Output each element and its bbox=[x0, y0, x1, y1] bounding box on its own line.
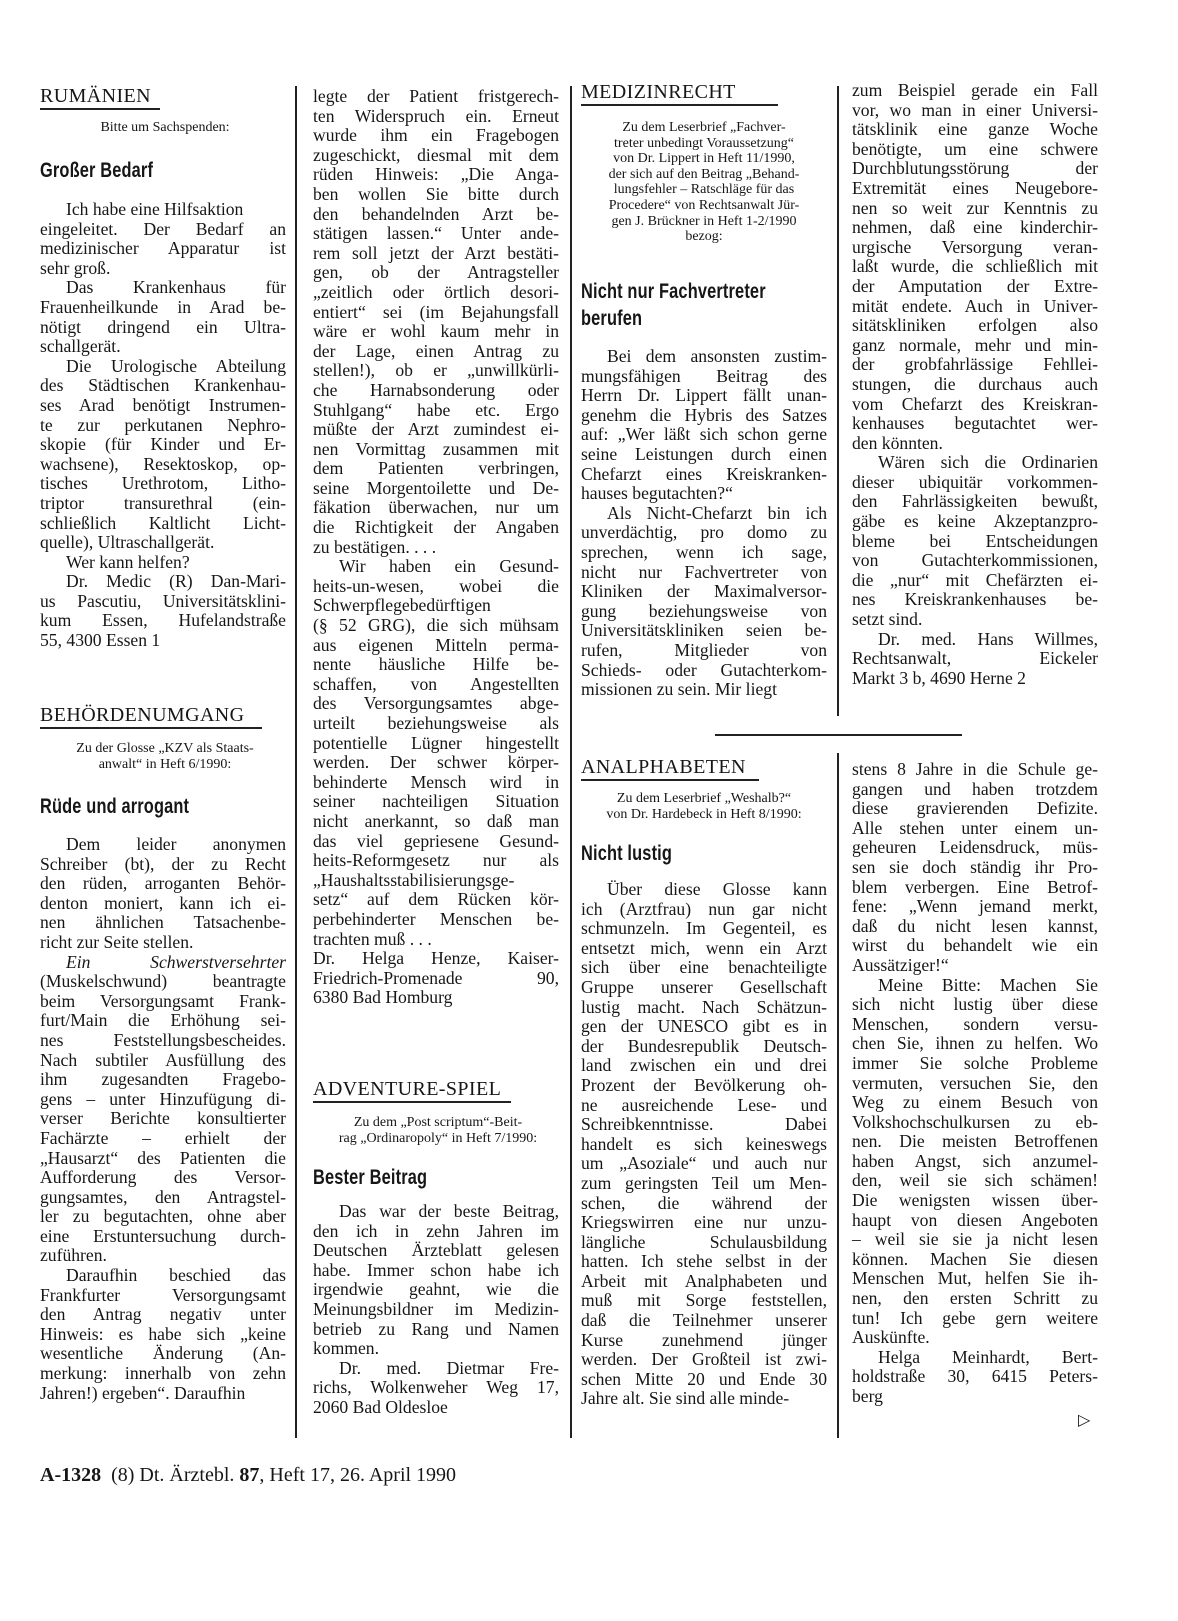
text-line: immer Sie solche Probleme bbox=[852, 1052, 1098, 1073]
text-line: Fachärzte – erhielt der bbox=[40, 1127, 286, 1148]
text-line: Prozent der Bevölkerung oh- bbox=[581, 1074, 827, 1095]
text-line: ihm zugesandten Fragebo- bbox=[40, 1069, 286, 1090]
text-line: denton moniert, kann ich ei- bbox=[40, 892, 286, 913]
text-line: che Harnabsonderung oder bbox=[313, 379, 559, 400]
text-line: irgendwie geahnt, wie die bbox=[313, 1279, 559, 1300]
text-line: Über diese Glosse kann bbox=[607, 879, 827, 899]
text-line: potentielle Lügner hingestellt bbox=[313, 732, 559, 753]
text-line: Schreiber (bt), der zu Recht bbox=[40, 853, 286, 874]
section-title-adventure: ADVENTURE-SPIEL bbox=[313, 1078, 502, 1100]
text-line: wachsene), Resektoskop, op- bbox=[40, 453, 286, 474]
text-line: schen, die während der bbox=[581, 1192, 827, 1213]
text-line: heits-un-wesen, wobei die bbox=[313, 575, 559, 596]
text-line: Daraufhin beschied das bbox=[66, 1265, 286, 1286]
text-line: setz“ auf dem Rücken kör- bbox=[313, 889, 559, 910]
text-line: eingeleitet. Der Bedarf an bbox=[40, 218, 286, 239]
text-line: um „Asoziale“ und auch nur bbox=[581, 1153, 827, 1174]
text-line: stungen, die durchaus auch bbox=[852, 373, 1098, 394]
text-line: nen. Die meisten Betroffenen bbox=[852, 1131, 1098, 1152]
text-line: Gruppe unserer Gesellschaft bbox=[581, 976, 827, 997]
text-line: Wären sich die Ordinarien bbox=[878, 452, 1098, 473]
text-line: quelle), Ultraschallgerät. bbox=[40, 532, 215, 553]
article-headline-line-1: Nicht nur Fachvertreter bbox=[581, 280, 766, 303]
section-title-medizinrecht: MEDIZINRECHT bbox=[581, 81, 736, 103]
text-line: stens 8 Jahre in die Schule ge- bbox=[852, 759, 1098, 779]
text-line: genehm die Hybris des Satzes bbox=[581, 404, 827, 425]
text-line: der Bundesrepublik Deutsch- bbox=[581, 1035, 827, 1056]
text-line: nötigt dringend ein Ultra- bbox=[40, 316, 286, 337]
text-line: behinderte Mensch wird in bbox=[313, 771, 559, 792]
issue-date: , Heft 17, 26. April 1990 bbox=[259, 1464, 457, 1486]
article-headline: Rüde und arrogant bbox=[40, 795, 190, 818]
text-line: wirst du behandelt wie ein bbox=[852, 935, 1098, 956]
text-line: Aufforderung des Versor- bbox=[40, 1167, 286, 1188]
text-line: missionen zu sein. Mir liegt bbox=[581, 679, 777, 700]
section-underline bbox=[40, 727, 262, 729]
text-line: bezog: bbox=[685, 229, 723, 245]
text-line: sen sie doch ständig ihr Pro- bbox=[852, 856, 1098, 877]
text-line: medizinischer Apparatur ist bbox=[40, 238, 286, 259]
text-line: Friedrich-Promenade 90, bbox=[313, 967, 559, 988]
text-line: perbehinderter Menschen be- bbox=[313, 908, 559, 929]
text-line: eine Erstuntersuchung durch- bbox=[40, 1225, 286, 1246]
text-line: von Gutachterkommissionen, bbox=[852, 550, 1098, 571]
text-line: legte der Patient fristgerech- bbox=[313, 86, 559, 106]
section-title-behoerdenumgang: BEHÖRDENUMGANG bbox=[40, 704, 245, 726]
column-rule-1 bbox=[295, 86, 297, 1438]
text-line: Schwerpflegebedürftigen bbox=[313, 595, 491, 616]
text-line: Kurse zunehmend jünger bbox=[581, 1329, 827, 1350]
article-intro bbox=[40, 741, 290, 772]
text-line: gen der UNESCO gibt es in bbox=[581, 1016, 827, 1037]
text-line: Meine Bitte: Machen Sie bbox=[878, 974, 1098, 995]
text-line: laßt wurde, die schließlich mit bbox=[852, 256, 1098, 277]
text-line: der sich auf den Beitrag „Behand- bbox=[608, 166, 800, 182]
text-line: entsetzt mich, wenn ein Arzt bbox=[581, 937, 827, 958]
page-footer bbox=[40, 1464, 456, 1487]
journal-citation: (8) Dt. Ärztebl. bbox=[111, 1464, 235, 1486]
text-line: seine Leistungen durch einen bbox=[581, 443, 827, 464]
text-line: stätigen lassen.“ Unter ande- bbox=[313, 223, 559, 244]
text-line: müßte der Arzt zumindest ei- bbox=[313, 419, 559, 440]
text-line: Als Nicht-Chefarzt bin ich bbox=[607, 502, 827, 523]
text-line: Frauenheilkunde in Arad be- bbox=[40, 296, 286, 317]
text-line: richt zur Seite stellen. bbox=[40, 931, 194, 952]
text-line: nente häusliche Hilfe be- bbox=[313, 654, 559, 675]
text-line: rem soll jetzt der Arzt bestäti- bbox=[313, 242, 559, 263]
text-line: (§ 52 GRG), die sich mühsam bbox=[313, 615, 559, 636]
text-line: Markt 3 b, 4690 Herne 2 bbox=[852, 667, 1026, 688]
text-line: ne ausreichende Lese- und bbox=[581, 1094, 827, 1115]
text-line: benötigte, um eine schwere bbox=[852, 138, 1098, 159]
text-line: sitätskliniken erfolgen also bbox=[852, 315, 1098, 336]
text-line: Weg zu einem Besuch von bbox=[852, 1092, 1098, 1113]
text-line: merkung: innerhalb von zehn bbox=[40, 1363, 286, 1384]
text-line: Chefarzt eines Kreiskranken- bbox=[581, 463, 827, 484]
text-line: te zur perkutanen Nephro- bbox=[40, 414, 286, 435]
text-line: „zeitlich oder örtlich desori- bbox=[313, 281, 559, 302]
text-line: nen Vormittag zusammen mit bbox=[313, 438, 559, 459]
text-line: lungsfehler – Ratschläge für das bbox=[613, 182, 795, 198]
text-line: Schieds- oder Gutachterkom- bbox=[581, 659, 827, 680]
text-line: entiert“ sei (im Bejahungsfall bbox=[313, 301, 559, 322]
text-line: wesentliche Änderung (An- bbox=[40, 1343, 286, 1364]
article-body bbox=[40, 835, 286, 1403]
article-body bbox=[313, 1202, 559, 1418]
text-line: daß du nicht lesen kannst, bbox=[852, 915, 1098, 936]
text-line: den, weil sie sich schämen! bbox=[852, 1170, 1098, 1191]
article-intro bbox=[313, 1115, 563, 1146]
text-line: ich (Arztfrau) nun gar nicht bbox=[581, 898, 827, 919]
article-body bbox=[40, 200, 286, 651]
text-line: kenhauses begutachtet wer- bbox=[852, 413, 1098, 434]
text-line: sich nicht lustig über diese bbox=[852, 994, 1098, 1015]
text-line: Universitätskliniken seien be- bbox=[581, 620, 827, 641]
text-line: skopie (für Kinder und Er- bbox=[40, 434, 286, 455]
text-line: Bitte um Sachspenden: bbox=[100, 120, 230, 135]
article-intro bbox=[40, 120, 290, 136]
text-line: tun! Ich gebe gern weitere bbox=[852, 1307, 1098, 1328]
article-body-continued bbox=[313, 87, 559, 1008]
text-line: Helga Meinhardt, Bert- bbox=[878, 1346, 1098, 1367]
text-line: (Muskelschwund) beantragte bbox=[40, 971, 286, 992]
volume-number: 87 bbox=[239, 1464, 260, 1486]
text-line: Ein Schwerstversehrter bbox=[66, 951, 286, 972]
text-line: 2060 Bad Oldesloe bbox=[313, 1396, 448, 1417]
text-line: sprechen, wenn ich sage, bbox=[581, 541, 827, 562]
article-intro bbox=[581, 791, 827, 822]
column-rule-4 bbox=[837, 753, 839, 1438]
article-body-continued bbox=[852, 760, 1098, 1407]
text-line: gen J. Brückner in Heft 1-2/1990 bbox=[611, 213, 797, 229]
text-line: betrieb zu Rang und Namen bbox=[313, 1318, 559, 1339]
section-underline bbox=[40, 108, 160, 110]
text-line: treter unbedingt Voraussetzung“ bbox=[614, 135, 794, 151]
article-headline: Bester Beitrag bbox=[313, 1166, 428, 1189]
text-line: unverdächtig, pro domo zu bbox=[581, 522, 827, 543]
text-line: mität endete. Auch in Univer- bbox=[852, 295, 1098, 316]
text-line: dem Patienten verbringen, bbox=[313, 458, 559, 479]
text-line: heits-Reformgesetz nur als bbox=[313, 850, 559, 871]
text-line: bleme bei Entscheidungen bbox=[852, 530, 1098, 551]
text-line: zugeschickt, diesmal mit dem bbox=[313, 144, 559, 165]
text-line: der Lage, einen Antrag zu bbox=[313, 340, 559, 361]
text-line: hauses begutachten?“ bbox=[581, 483, 733, 504]
text-line: dieser ubiquitär vorkommen- bbox=[852, 471, 1098, 492]
column-rule-2 bbox=[570, 86, 572, 1438]
article-body bbox=[581, 347, 827, 700]
text-line: von Dr. Lippert in Heft 11/1990, bbox=[613, 151, 795, 167]
text-line: trachten muß . . . bbox=[313, 928, 432, 949]
text-line: diese gravierenden Defizite. bbox=[852, 798, 1098, 819]
text-line: habe. Immer schon habe ich bbox=[313, 1259, 559, 1280]
text-line: gen, ob der Antragsteller bbox=[313, 262, 559, 283]
text-line: sehr groß. bbox=[40, 257, 111, 278]
article-body bbox=[581, 880, 827, 1409]
text-line: Zu dem Leserbrief „Weshalb?“ bbox=[616, 791, 792, 806]
text-line: Schreibkenntnisse. Dabei bbox=[581, 1114, 827, 1135]
text-line: ganz normale, mehr und min- bbox=[852, 334, 1098, 355]
text-line: Ich habe eine Hilfsaktion bbox=[66, 199, 244, 219]
text-line: werden. Der schwer körper- bbox=[313, 752, 559, 773]
text-line: us Pascutiu, Universitätsklini- bbox=[40, 590, 286, 611]
text-line: Frankfurter Versorgungsamt bbox=[40, 1284, 286, 1305]
text-line: zuführen. bbox=[40, 1245, 107, 1266]
text-line: Menschen, sondern versu- bbox=[852, 1013, 1098, 1034]
text-line: nes Kreiskrankenhauses be- bbox=[852, 589, 1098, 610]
text-line: sich über eine benachteiligte bbox=[581, 957, 827, 978]
text-line: nen ähnlichen Tatsachenbe- bbox=[40, 912, 286, 933]
text-line: holdstraße 30, 6415 Peters- bbox=[852, 1366, 1098, 1387]
text-line: nicht anerkannt, so daß man bbox=[313, 810, 559, 831]
text-line: den rüden, arroganten Behör- bbox=[40, 873, 286, 894]
section-underline bbox=[313, 1101, 511, 1103]
text-line: Menschen Mut, helfen Sie ih- bbox=[852, 1268, 1098, 1289]
text-line: können. Machen Sie diesen bbox=[852, 1248, 1098, 1269]
text-line: das viel gepriesene Gesund- bbox=[313, 830, 559, 851]
text-line: Jahre alt. Sie sind alle minde- bbox=[581, 1388, 790, 1409]
text-line: ben wollen Sie bitte durch bbox=[313, 183, 559, 204]
text-line: anwalt“ in Heft 6/1990: bbox=[98, 756, 232, 772]
text-line: Dr. Medic (R) Dan-Mari- bbox=[66, 571, 286, 592]
text-line: wäre er wohl kaum mehr in bbox=[313, 321, 559, 342]
text-line: zum Beispiel gerade ein Fall bbox=[852, 80, 1098, 100]
text-line: der Amputation der Extre- bbox=[852, 275, 1098, 296]
text-line: ses Arad benötigt Instrumen- bbox=[40, 394, 286, 415]
text-line: Dr. med. Hans Willmes, bbox=[878, 628, 1098, 649]
text-line: nehmen, daß eine kinderchir- bbox=[852, 217, 1098, 238]
text-line: fene: „Wenn jemand merkt, bbox=[852, 896, 1098, 917]
text-line: Bei dem ansonsten zustim- bbox=[607, 346, 827, 366]
text-line: rufen, Mitglieder von bbox=[581, 639, 827, 660]
text-line: haupt von diesen Angeboten bbox=[852, 1209, 1098, 1230]
text-line: kommen. bbox=[313, 1338, 379, 1359]
text-line: daß die Teilnehmer unserer bbox=[581, 1310, 827, 1331]
text-line: der grobfahrlässige Fehllei- bbox=[852, 354, 1098, 375]
text-line: aus eigenen Mitteln perma- bbox=[313, 634, 559, 655]
text-line: tisches Urethrotom, Litho- bbox=[40, 473, 286, 494]
article-headline: Nicht lustig bbox=[581, 842, 673, 865]
text-line: Alle stehen unter einem un- bbox=[852, 817, 1098, 838]
text-line: schließlich Kaltlicht Licht- bbox=[40, 512, 286, 533]
text-line: Zu dem „Post scriptum“-Beit- bbox=[353, 1115, 523, 1130]
text-line: urgische Versorgung veran- bbox=[852, 236, 1098, 257]
text-line: Dr. med. Dietmar Fre- bbox=[339, 1357, 559, 1378]
text-line: Dr. Helga Henze, Kaiser- bbox=[313, 948, 559, 969]
text-line: handelt es sich keineswegs bbox=[581, 1133, 827, 1154]
section-underline bbox=[581, 104, 778, 106]
text-line: blem verbergen. Eine Betrof- bbox=[852, 876, 1098, 897]
text-line: Auskünfte. bbox=[852, 1327, 930, 1348]
text-line: setzt sind. bbox=[852, 609, 923, 630]
text-line: längliche Schulausbildung bbox=[581, 1231, 827, 1252]
text-line: Durchblutungsstörung der bbox=[852, 158, 1098, 179]
text-line: gungsamtes, den Antragstel- bbox=[40, 1186, 286, 1207]
text-line: Wer kann helfen? bbox=[66, 551, 190, 572]
text-line: seiner nachteiligen Situation bbox=[313, 791, 559, 812]
text-line: triptor transurethral (ein- bbox=[40, 492, 286, 513]
text-line: Zu der Glosse „KZV als Staats- bbox=[76, 741, 254, 756]
text-line: Herrn Dr. Lippert fällt unan- bbox=[581, 385, 827, 406]
text-line: 6380 Bad Homburg bbox=[313, 987, 453, 1008]
text-line: furt/Main die Erhöhung sei- bbox=[40, 1010, 286, 1031]
text-line: beim Versorgungsamt Frank- bbox=[40, 990, 286, 1011]
section-title-analphabeten: ANALPHABETEN bbox=[581, 756, 746, 778]
text-line: hatten. Ich stehe selbst in der bbox=[581, 1251, 827, 1272]
text-line: – weil sie sie ja nicht lesen bbox=[852, 1229, 1098, 1250]
text-line: Arbeit mit Analphabeten und bbox=[581, 1270, 827, 1291]
text-line: 55, 4300 Essen 1 bbox=[40, 630, 161, 651]
text-line: urteilt beziehungsweise als bbox=[313, 713, 559, 733]
text-line: Deutschen Ärzteblatt gelesen bbox=[313, 1240, 559, 1261]
text-line: land zwischen ein und drei bbox=[581, 1055, 827, 1076]
text-line: berg bbox=[852, 1386, 883, 1406]
text-line: nen so weit zur Kenntnis zu bbox=[852, 197, 1098, 218]
text-line: Jahren!) ergeben“. Daraufhin bbox=[40, 1382, 246, 1403]
text-line: Zu dem Leserbrief „Fachver- bbox=[622, 120, 786, 135]
text-line: zu bestätigen. . . . bbox=[313, 536, 437, 557]
text-line: die Richtigkeit der Angaben bbox=[313, 517, 559, 538]
text-line: geheuren Leidensdruck, müs- bbox=[852, 837, 1098, 858]
text-line: rüden Hinweis: „Die Anga- bbox=[313, 164, 559, 185]
text-line: „Hausarzt“ des Patienten die bbox=[40, 1147, 286, 1168]
text-line: nen, den ersten Schritt zu bbox=[852, 1288, 1098, 1309]
text-line: Stuhlgang“ habe etc. Ergo bbox=[313, 399, 559, 420]
text-line: gens – unter Hinzufügung di- bbox=[40, 1088, 286, 1109]
text-line: schmunzeln. Im Gegenteil, es bbox=[581, 918, 827, 939]
text-line: Hinweis: es habe sich „keine bbox=[40, 1323, 286, 1344]
text-line: verser Berichte konsultierter bbox=[40, 1108, 286, 1129]
article-intro bbox=[581, 120, 827, 245]
text-line: vom Chefarzt des Kreiskran- bbox=[852, 393, 1098, 414]
page-number: A-1328 bbox=[40, 1464, 102, 1486]
text-line: gäbe es keine Akzeptanzpro- bbox=[852, 511, 1098, 532]
text-line: lustig macht. Nach Schätzun- bbox=[581, 996, 827, 1017]
text-line: Kliniken der Maximalversor- bbox=[581, 581, 827, 602]
text-line: gangen und haben trotzdem bbox=[852, 778, 1098, 799]
text-line: Volkshochschulkursen zu eb- bbox=[852, 1111, 1098, 1132]
text-line: seine Morgentoilette und De- bbox=[313, 477, 559, 498]
text-line: wurde ihm ein Fragebogen bbox=[313, 125, 559, 146]
text-line: Nach subtiler Ausfüllung des bbox=[40, 1049, 286, 1070]
text-line: Das war der beste Beitrag, bbox=[339, 1201, 559, 1221]
text-line: Das Krankenhaus für bbox=[66, 277, 286, 298]
text-line: auf: „Wer läßt sich schon gerne bbox=[581, 424, 827, 445]
text-line: des Versorgungsamtes abge- bbox=[313, 693, 559, 714]
text-line: schen Mitte 20 und Ende 30 bbox=[581, 1368, 827, 1389]
text-line: nes Feststellungsbescheides. bbox=[40, 1029, 286, 1050]
text-line: gung beziehungsweise von bbox=[581, 600, 827, 621]
text-line: von Dr. Hardebeck in Heft 8/1990: bbox=[606, 806, 802, 822]
text-line: den Antrag negativ unter bbox=[40, 1304, 286, 1325]
text-line: kum Essen, Hufelandstraße bbox=[40, 610, 286, 631]
text-line: Procedere“ von Rechtsanwalt Jür- bbox=[608, 197, 800, 213]
text-line: schaffen, von Angestellten bbox=[313, 673, 559, 694]
text-line: Meinungsbildner im Medizin- bbox=[313, 1298, 559, 1319]
text-line: ler zu begutachten, ohne aber bbox=[40, 1206, 286, 1227]
text-line: vor, wo man in einer Universi- bbox=[852, 99, 1098, 120]
text-line: Rechtsanwalt, Eickeler bbox=[852, 648, 1098, 669]
text-line: den Fahrlässigkeiten bewußt, bbox=[852, 491, 1098, 512]
column-rule-3 bbox=[837, 86, 839, 716]
text-line: Die wenigsten wissen über- bbox=[852, 1190, 1098, 1211]
text-line: mungsfähigen Beitrag des bbox=[581, 365, 827, 386]
text-line: Dem leider anonymen bbox=[66, 834, 286, 854]
section-title-rumaenien: RUMÄNIEN bbox=[40, 85, 151, 107]
text-line: schallgerät. bbox=[40, 336, 121, 357]
text-line: zum geringsten Teil um Men- bbox=[581, 1172, 827, 1193]
text-line: Kriegswirren eine nur unzu- bbox=[581, 1212, 827, 1233]
text-line: den behandelnden Arzt be- bbox=[313, 203, 559, 224]
horizontal-rule bbox=[715, 734, 962, 736]
text-line: die „nur“ mit Chefärzten ei- bbox=[852, 569, 1098, 590]
continue-arrow-icon: ▷ bbox=[1078, 1412, 1091, 1429]
text-line: nicht nur Fachvertreter von bbox=[581, 561, 827, 582]
text-line: haben Angst, sich anzumel- bbox=[852, 1150, 1098, 1171]
text-line: „Haushaltsstabilisierungsge- bbox=[313, 869, 515, 890]
text-line: muß mit Sorge feststellen, bbox=[581, 1290, 827, 1311]
text-line: den ich in zehn Jahren im bbox=[313, 1220, 559, 1241]
text-line: Aussätziger!“ bbox=[852, 954, 949, 975]
article-body-continued bbox=[852, 81, 1098, 688]
article-headline: Großer Bedarf bbox=[40, 159, 154, 182]
text-line: werden. Der Großteil ist zwi- bbox=[581, 1349, 827, 1370]
text-line: Wir haben ein Gesund- bbox=[339, 556, 559, 577]
text-line: chen Sie, ihnen zu helfen. Wo bbox=[852, 1033, 1098, 1054]
text-line: Die Urologische Abteilung bbox=[66, 355, 286, 376]
text-line: des Städtischen Krankenhau- bbox=[40, 375, 286, 396]
text-line: stellen!), ob er „unwillkürli- bbox=[313, 360, 559, 381]
section-underline bbox=[581, 779, 759, 781]
text-line: tätsklinik eine ganze Woche bbox=[852, 119, 1098, 140]
text-line: vermuten, versuchen Sie, den bbox=[852, 1072, 1098, 1093]
text-line: ten Widerspruch ein. Erneut bbox=[313, 105, 559, 126]
text-line: den könnten. bbox=[852, 432, 943, 453]
text-line: fäkation überwachen, nur um bbox=[313, 497, 559, 518]
text-line: rag „Ordinaropoly“ in Heft 7/1990: bbox=[338, 1130, 538, 1146]
article-headline-line-2: berufen bbox=[581, 307, 643, 330]
text-line: Extremität eines Neugebore- bbox=[852, 177, 1098, 198]
text-line: richs, Wolkenweher Weg 17, bbox=[313, 1377, 559, 1398]
